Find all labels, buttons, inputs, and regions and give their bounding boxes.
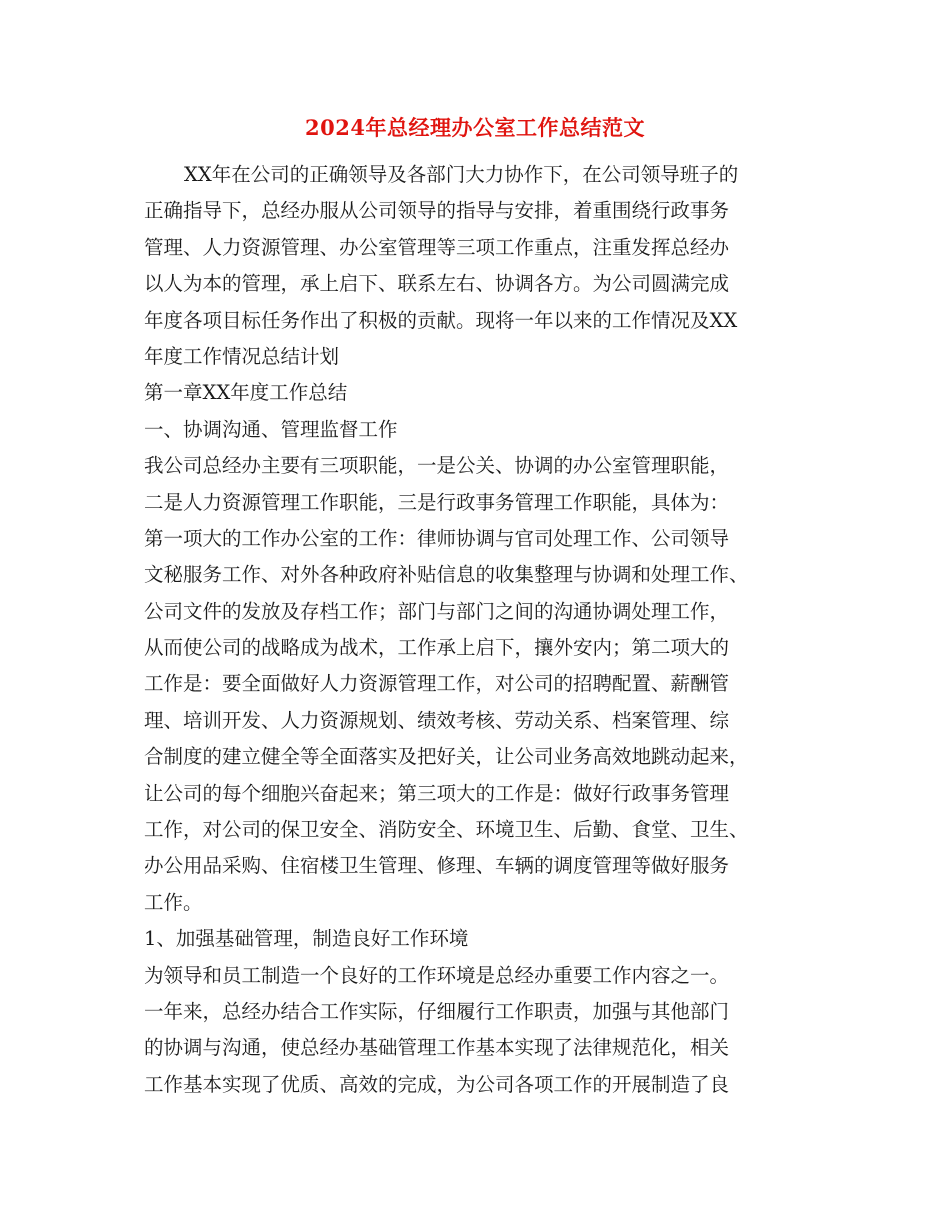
body-line: 我公司总经办主要有三项职能，一是公关、协调的办公室管理职能， (144, 454, 730, 478)
body-line: XX年在公司的正确领导及各部门大力协作下，在公司领导班子的 (184, 163, 739, 186)
document-title: 2024年总经理办公室工作总结范文 (305, 115, 645, 140)
body-line: 二是人力资源管理工作职能，三是行政事务管理工作职能，具体为： (144, 490, 730, 514)
body-line: 以人为本的管理，承上启下、联系左右、协调各方。为公司圆满完成 (144, 272, 730, 296)
body-line: 办公用品采购、住宿楼卫生管理、修理、车辆的调度管理等做好服务 (144, 854, 730, 878)
body-line: 让公司的每个细胞兴奋起来；第三项大的工作是：做好行政事务管理 (144, 781, 730, 805)
body-line: 工作。 (144, 890, 203, 914)
body-line: 公司文件的发放及存档工作；部门与部门之间的沟通协调处理工作， (144, 599, 730, 623)
body-line: 工作是：要全面做好人力资源管理工作，对公司的招聘配置、薪酬管 (144, 672, 730, 696)
body-line: 一年来，总经办结合工作实际，仔细履行工作职责，加强与其他部门 (144, 999, 730, 1023)
body-line: 工作，对公司的保卫安全、消防安全、环境卫生、后勤、食堂、卫生、 (144, 818, 749, 842)
body-line: 从而使公司的战略成为战术，工作承上启下，攘外安内；第二项大的 (144, 636, 730, 660)
body-line: 为领导和员工制造一个良好的工作环境是总经办重要工作内容之一。 (144, 963, 730, 987)
body-line: 文秘服务工作、对外各种政府补贴信息的收集整理与协调和处理工作、 (144, 563, 749, 587)
body-line: 正确指导下，总经办服从公司领导的指导与安排，着重围绕行政事务 (144, 199, 730, 223)
body-line: 第一项大的工作办公室的工作：律师协调与官司处理工作、公司领导 (144, 526, 730, 550)
body-line: 年度工作情况总结计划 (144, 344, 340, 368)
body-line: 理、培训开发、人力资源规划、绩效考核、劳动关系、档案管理、综 (144, 708, 730, 732)
body-line: 年度各项目标任务作出了积极的贡献。现将一年以来的工作情况及XX (144, 308, 738, 332)
body-line: 合制度的建立健全等全面落实及把好关，让公司业务高效地跳动起来， (144, 745, 749, 769)
body-line: 的协调与沟通，使总经办基础管理工作基本实现了法律规范化，相关 (144, 1036, 730, 1060)
body-line: 工作基本实现了优质、高效的完成，为公司各项工作的开展制造了良 (144, 1072, 730, 1096)
section-heading: 一、协调沟通、管理监督工作 (144, 417, 398, 441)
body-line: 管理、人力资源管理、办公室管理等三项工作重点，注重发挥总经办 (144, 235, 730, 259)
chapter-heading: 第一章XX年度工作总结 (144, 381, 348, 405)
subsection-heading: 1、加强基础管理，制造良好工作环境 (144, 927, 469, 951)
document-body (144, 157, 812, 1103)
